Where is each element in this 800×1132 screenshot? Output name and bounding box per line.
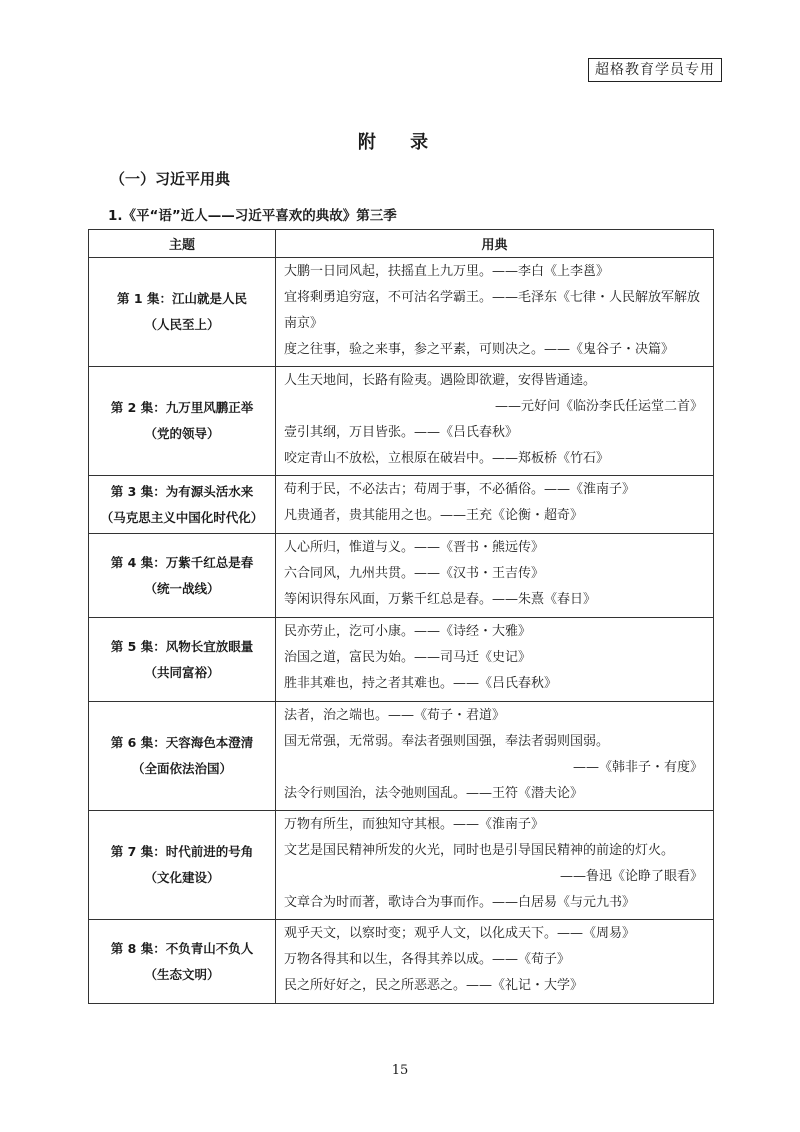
theme-cell xyxy=(89,367,276,476)
episode-title: 第 8 集：不负青山不负人 xyxy=(110,940,254,956)
table-header-row xyxy=(89,230,714,258)
episode-subtitle: （共同富裕） xyxy=(144,664,220,680)
quote-attribution: ——《韩非子・有度》 xyxy=(572,760,703,775)
table-row xyxy=(89,702,714,811)
allusions-table xyxy=(88,229,714,1004)
quotes-cell xyxy=(276,476,714,534)
quote-line: 胜非其难也，持之者其难也。——《吕氏春秋》 xyxy=(284,676,558,691)
episode-subtitle: （文化建设） xyxy=(144,870,220,885)
quote-line: 度之往事，验之来事，参之平素，可则决之。——《鬼谷子・决篇》 xyxy=(284,342,675,357)
quote-attribution: ——鲁迅《论睁了眼看》 xyxy=(559,869,703,884)
quotes-cell xyxy=(276,258,714,367)
table-row xyxy=(89,618,714,702)
quotes-cell xyxy=(276,702,714,811)
theme-cell xyxy=(89,920,276,1004)
table-row xyxy=(89,534,714,618)
quote-line: 民亦劳止，汔可小康。——《诗经・大雅》 xyxy=(284,624,532,639)
theme-cell xyxy=(89,476,276,534)
quote-line: 咬定青山不放松，立根原在破岩中。——郑板桥《竹石》 xyxy=(284,451,610,466)
quote-line: 等闲识得东风面，万紫千红总是春。——朱熹《春日》 xyxy=(284,592,597,607)
table-row xyxy=(89,367,714,476)
quote-line: 壹引其纲，万目皆张。——《吕氏春秋》 xyxy=(284,425,519,440)
quote-attribution: ——元好问《临汾李氏任运堂二首》 xyxy=(494,399,703,414)
episode-title: 第 3 集：为有源头活水来 xyxy=(110,483,254,499)
episode-subtitle: （人民至上） xyxy=(144,317,220,332)
quotes-cell xyxy=(276,811,714,920)
episode-subtitle: （生态文明） xyxy=(144,966,220,982)
column-header-allusions: 用典 xyxy=(276,230,714,258)
quotes-cell xyxy=(276,367,714,476)
table-row xyxy=(89,476,714,534)
column-header-theme: 主题 xyxy=(89,230,276,258)
quote-line: 法令行则国治，法令弛则国乱。——王符《潜夫论》 xyxy=(284,786,584,801)
quote-line: 宜将剩勇追穷寇，不可沽名学霸王。——毛泽东《七律・人民解放军解放南京》 xyxy=(284,290,701,331)
quote-line: 万物各得其和以生，各得其养以成。——《荀子》 xyxy=(284,952,571,967)
episode-subtitle: （统一战线） xyxy=(144,580,220,596)
quotes-cell xyxy=(276,920,714,1004)
episode-title: 第 2 集：九万里风鹏正举 xyxy=(110,400,254,415)
page-title: 附 录 xyxy=(357,132,443,153)
theme-cell xyxy=(89,534,276,618)
quote-line: 观乎天文，以察时变；观乎人文，以化成天下。——《周易》 xyxy=(284,926,636,941)
episode-subtitle: （全面依法治国） xyxy=(131,761,232,776)
quote-line: 治国之道，富民为始。——司马迁《史记》 xyxy=(284,650,532,665)
quotes-cell xyxy=(276,618,714,702)
theme-cell xyxy=(89,702,276,811)
section-title: （一）习近平用典 xyxy=(110,170,231,188)
episode-title: 第 5 集：风物长宜放眼量 xyxy=(110,638,254,654)
quote-line: 六合同风，九州共贯。——《汉书・王吉传》 xyxy=(284,566,545,581)
quote-line: 民之所好好之，民之所恶恶之。——《礼记・大学》 xyxy=(284,978,584,993)
quote-line: 人生天地间，长路有险夷。遇险即欲避，安得皆通逵。 xyxy=(284,373,597,388)
quote-line: 文章合为时而著，歌诗合为事而作。——白居易《与元九书》 xyxy=(284,895,636,910)
header-label: 超格教育学员专用 xyxy=(588,58,722,82)
quote-line: 文艺是国民精神所发的火光，同时也是引导国民精神的前途的灯火。 xyxy=(284,843,675,858)
quote-line: 万物有所生，而独知守其根。——《淮南子》 xyxy=(284,817,545,832)
episode-title: 第 7 集：时代前进的号角 xyxy=(110,844,254,859)
episode-subtitle: （党的领导） xyxy=(144,426,220,441)
table-row xyxy=(89,258,714,367)
quote-line: 凡贵通者，贵其能用之也。——王充《论衡・超奇》 xyxy=(284,508,584,523)
quote-line: 国无常强，无常弱。奉法者强则国强，奉法者弱则国弱。 xyxy=(284,734,610,749)
quote-line: 大鹏一日同风起，扶摇直上九万里。——李白《上李邕》 xyxy=(284,264,610,279)
subsection-title: 1.《平“语”近人——习近平喜欢的典故》第三季 xyxy=(108,208,397,224)
page-number: 15 xyxy=(391,1063,409,1078)
table-row xyxy=(89,920,714,1004)
table-row xyxy=(89,811,714,920)
quote-line: 人心所归，惟道与义。——《晋书・熊远传》 xyxy=(284,540,545,555)
episode-subtitle: （马克思主义中国化时代化） xyxy=(100,509,264,525)
quote-line: 法者，治之端也。——《荀子・君道》 xyxy=(284,708,506,723)
theme-cell xyxy=(89,618,276,702)
episode-title: 第 4 集：万紫千红总是春 xyxy=(110,554,254,570)
episode-title: 第 1 集：江山就是人民 xyxy=(117,291,247,306)
theme-cell xyxy=(89,258,276,367)
episode-title: 第 6 集：天容海色本澄清 xyxy=(110,735,254,750)
quotes-cell xyxy=(276,534,714,618)
quote-line: 苟利于民，不必法古；苟周于事，不必循俗。——《淮南子》 xyxy=(284,482,636,497)
theme-cell xyxy=(89,811,276,920)
